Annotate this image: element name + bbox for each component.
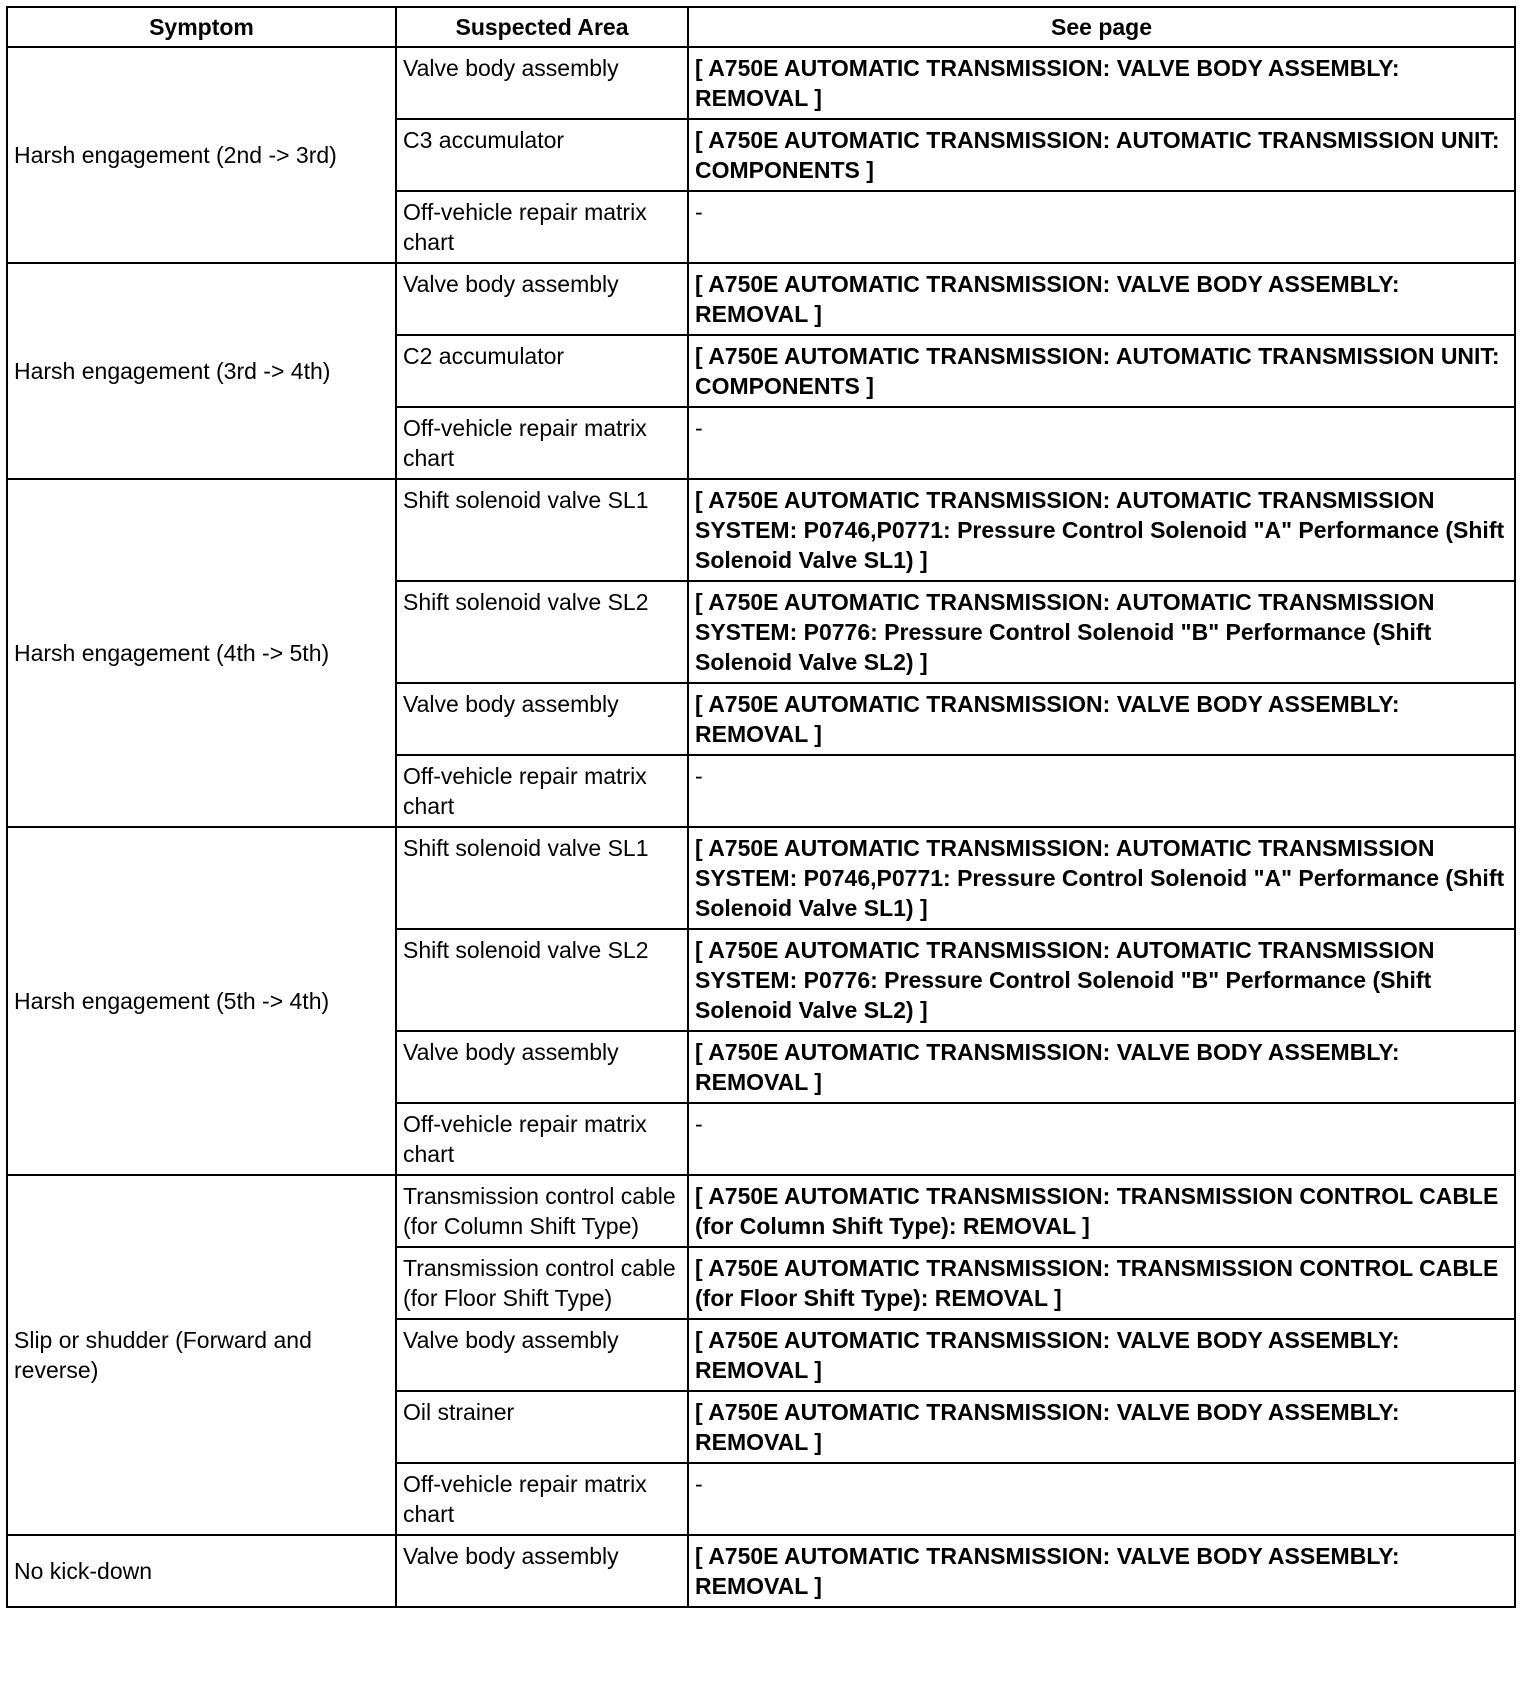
symptom-cell: Harsh engagement (2nd -> 3rd) bbox=[7, 47, 396, 263]
see-page-link[interactable]: [ A750E AUTOMATIC TRANSMISSION: VALVE BODY ASSEMBLY: REMOVAL ] bbox=[688, 1391, 1515, 1463]
see-page-cell: - bbox=[688, 755, 1515, 827]
suspected-area-cell: Valve body assembly bbox=[396, 1535, 688, 1607]
see-page-link[interactable]: [ A750E AUTOMATIC TRANSMISSION: VALVE BODY ASSEMBLY: REMOVAL ] bbox=[688, 683, 1515, 755]
header-suspected-area: Suspected Area bbox=[396, 7, 688, 47]
header-symptom: Symptom bbox=[7, 7, 396, 47]
table-row bbox=[7, 827, 1515, 929]
see-page-cell: - bbox=[688, 191, 1515, 263]
table-row bbox=[7, 479, 1515, 581]
see-page-cell: - bbox=[688, 1463, 1515, 1535]
header-row bbox=[7, 7, 1515, 47]
see-page-link[interactable]: [ A750E AUTOMATIC TRANSMISSION: AUTOMATIC TRANSMISSION SYSTEM: P0776: Pressure Control Solenoid "B" Performance (Shift Solenoid Valve SL2) ] bbox=[688, 581, 1515, 683]
table-row bbox=[7, 1175, 1515, 1247]
table-header bbox=[7, 7, 1515, 47]
see-page-link[interactable]: [ A750E AUTOMATIC TRANSMISSION: VALVE BODY ASSEMBLY: REMOVAL ] bbox=[688, 47, 1515, 119]
table-row bbox=[7, 1535, 1515, 1607]
symptom-cell: No kick-down bbox=[7, 1535, 396, 1607]
see-page-link[interactable]: [ A750E AUTOMATIC TRANSMISSION: AUTOMATIC TRANSMISSION UNIT: COMPONENTS ] bbox=[688, 119, 1515, 191]
suspected-area-cell: Valve body assembly bbox=[396, 1031, 688, 1103]
symptom-cell: Slip or shudder (Forward and reverse) bbox=[7, 1175, 396, 1535]
symptom-cell: Harsh engagement (4th -> 5th) bbox=[7, 479, 396, 827]
suspected-area-cell: C2 accumulator bbox=[396, 335, 688, 407]
suspected-area-cell: Shift solenoid valve SL1 bbox=[396, 827, 688, 929]
suspected-area-cell: Valve body assembly bbox=[396, 683, 688, 755]
suspected-area-cell: Off-vehicle repair matrix chart bbox=[396, 1103, 688, 1175]
see-page-link[interactable]: [ A750E AUTOMATIC TRANSMISSION: AUTOMATIC TRANSMISSION SYSTEM: P0776: Pressure Control Solenoid "B" Performance (Shift Solenoid Valve SL2) ] bbox=[688, 929, 1515, 1031]
table-row bbox=[7, 263, 1515, 335]
suspected-area-cell: Shift solenoid valve SL1 bbox=[396, 479, 688, 581]
symptom-cell: Harsh engagement (3rd -> 4th) bbox=[7, 263, 396, 479]
suspected-area-cell: Off-vehicle repair matrix chart bbox=[396, 407, 688, 479]
suspected-area-cell: Valve body assembly bbox=[396, 263, 688, 335]
suspected-area-cell: Oil strainer bbox=[396, 1391, 688, 1463]
suspected-area-cell: Off-vehicle repair matrix chart bbox=[396, 1463, 688, 1535]
see-page-cell: - bbox=[688, 407, 1515, 479]
table-body bbox=[7, 47, 1515, 1607]
header-see-page: See page bbox=[688, 7, 1515, 47]
troubleshooting-table bbox=[6, 6, 1516, 1608]
see-page-link[interactable]: [ A750E AUTOMATIC TRANSMISSION: AUTOMATIC TRANSMISSION SYSTEM: P0746,P0771: Pressure Control Solenoid "A" Performance (Shift Solenoid Valve SL1) ] bbox=[688, 479, 1515, 581]
suspected-area-cell: Off-vehicle repair matrix chart bbox=[396, 755, 688, 827]
suspected-area-cell: Valve body assembly bbox=[396, 47, 688, 119]
see-page-link[interactable]: [ A750E AUTOMATIC TRANSMISSION: AUTOMATIC TRANSMISSION SYSTEM: P0746,P0771: Pressure Control Solenoid "A" Performance (Shift Solenoid Valve SL1) ] bbox=[688, 827, 1515, 929]
see-page-link[interactable]: [ A750E AUTOMATIC TRANSMISSION: TRANSMISSION CONTROL CABLE (for Floor Shift Type): REMOVAL ] bbox=[688, 1247, 1515, 1319]
suspected-area-cell: Shift solenoid valve SL2 bbox=[396, 929, 688, 1031]
suspected-area-cell: Off-vehicle repair matrix chart bbox=[396, 191, 688, 263]
suspected-area-cell: Valve body assembly bbox=[396, 1319, 688, 1391]
suspected-area-cell: Transmission control cable (for Floor Shift Type) bbox=[396, 1247, 688, 1319]
see-page-link[interactable]: [ A750E AUTOMATIC TRANSMISSION: VALVE BODY ASSEMBLY: REMOVAL ] bbox=[688, 1535, 1515, 1607]
see-page-cell: - bbox=[688, 1103, 1515, 1175]
suspected-area-cell: Shift solenoid valve SL2 bbox=[396, 581, 688, 683]
suspected-area-cell: C3 accumulator bbox=[396, 119, 688, 191]
symptom-cell: Harsh engagement (5th -> 4th) bbox=[7, 827, 396, 1175]
suspected-area-cell: Transmission control cable (for Column Shift Type) bbox=[396, 1175, 688, 1247]
see-page-link[interactable]: [ A750E AUTOMATIC TRANSMISSION: AUTOMATIC TRANSMISSION UNIT: COMPONENTS ] bbox=[688, 335, 1515, 407]
see-page-link[interactable]: [ A750E AUTOMATIC TRANSMISSION: VALVE BODY ASSEMBLY: REMOVAL ] bbox=[688, 1031, 1515, 1103]
table-row bbox=[7, 47, 1515, 119]
see-page-link[interactable]: [ A750E AUTOMATIC TRANSMISSION: TRANSMISSION CONTROL CABLE (for Column Shift Type): REMOVAL ] bbox=[688, 1175, 1515, 1247]
see-page-link[interactable]: [ A750E AUTOMATIC TRANSMISSION: VALVE BODY ASSEMBLY: REMOVAL ] bbox=[688, 1319, 1515, 1391]
see-page-link[interactable]: [ A750E AUTOMATIC TRANSMISSION: VALVE BODY ASSEMBLY: REMOVAL ] bbox=[688, 263, 1515, 335]
